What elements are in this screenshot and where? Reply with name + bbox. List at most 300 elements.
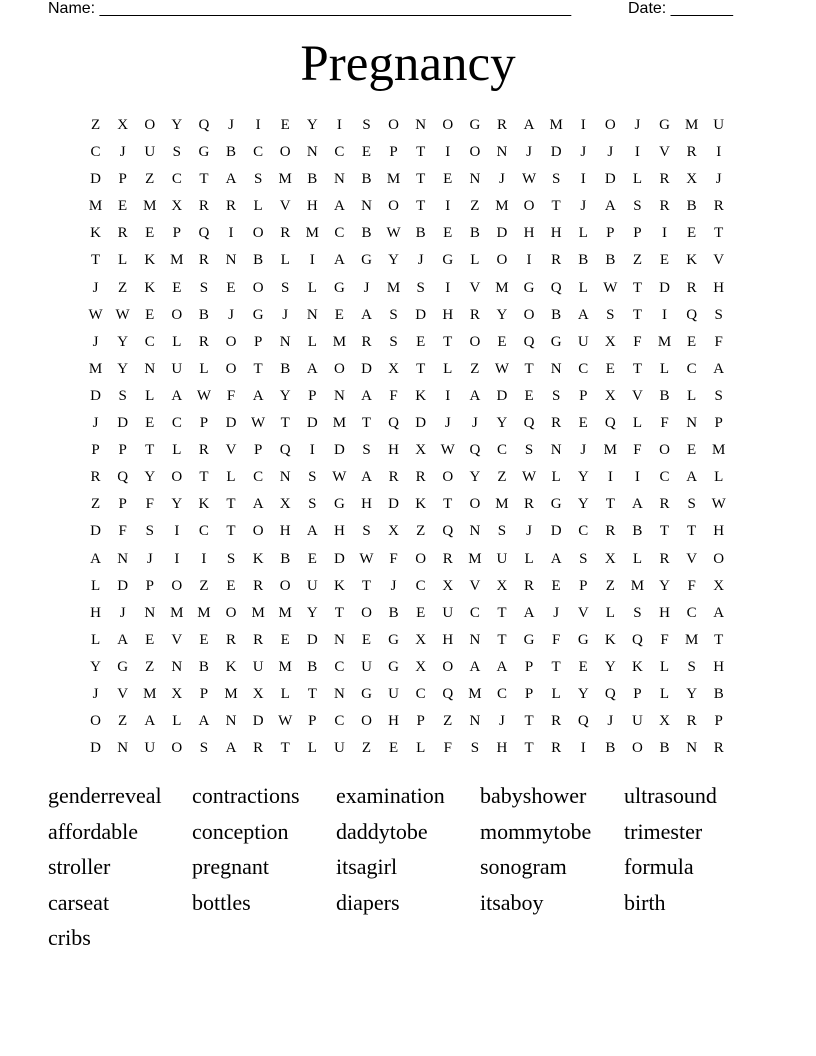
grid-letter[interactable]: W: [494, 360, 510, 377]
grid-letter[interactable]: E: [578, 658, 588, 675]
grid-letter[interactable]: S: [579, 550, 588, 567]
grid-letter[interactable]: A: [252, 387, 264, 404]
grid-letter[interactable]: E: [497, 333, 507, 350]
grid-letter[interactable]: B: [713, 685, 724, 702]
grid-letter[interactable]: A: [90, 550, 101, 567]
grid-letter[interactable]: G: [550, 496, 562, 513]
grid-letter[interactable]: L: [578, 225, 588, 242]
grid-letter[interactable]: G: [361, 685, 372, 702]
grid-letter[interactable]: X: [388, 523, 399, 540]
grid-letter[interactable]: R: [551, 740, 562, 757]
grid-letter[interactable]: J: [92, 415, 99, 432]
grid-letter[interactable]: R: [659, 550, 670, 567]
grid-letter[interactable]: K: [686, 252, 698, 269]
grid-letter[interactable]: S: [281, 279, 290, 296]
grid-letter[interactable]: R: [551, 252, 562, 269]
grid-letter[interactable]: X: [604, 387, 616, 404]
grid-letter[interactable]: I: [309, 442, 315, 459]
grid-letter[interactable]: I: [228, 225, 234, 242]
grid-letter[interactable]: F: [714, 333, 723, 350]
grid-letter[interactable]: D: [306, 415, 318, 432]
grid-letter[interactable]: R: [524, 496, 535, 513]
grid-letter[interactable]: I: [309, 252, 315, 269]
grid-letter[interactable]: N: [415, 117, 427, 133]
grid-letter[interactable]: B: [605, 252, 616, 269]
grid-letter[interactable]: N: [333, 631, 345, 648]
grid-letter[interactable]: J: [634, 117, 641, 133]
grid-letter[interactable]: Q: [442, 685, 454, 702]
grid-letter[interactable]: K: [225, 658, 237, 675]
grid-letter[interactable]: N: [225, 713, 237, 730]
grid-letter[interactable]: S: [416, 279, 425, 296]
grid-letter[interactable]: J: [499, 713, 505, 730]
grid-letter[interactable]: N: [469, 523, 481, 540]
grid-letter[interactable]: Q: [632, 631, 643, 648]
grid-letter[interactable]: X: [279, 496, 291, 513]
grid-letter[interactable]: W: [88, 306, 103, 323]
grid-letter[interactable]: W: [521, 171, 537, 188]
grid-letter[interactable]: C: [334, 225, 345, 242]
grid-letter[interactable]: W: [359, 550, 374, 567]
grid-letter[interactable]: N: [117, 740, 129, 757]
grid-letter[interactable]: T: [551, 658, 561, 675]
grid-letter[interactable]: H: [333, 523, 345, 540]
grid-letter[interactable]: B: [659, 387, 670, 404]
grid-letter[interactable]: G: [388, 631, 399, 648]
grid-letter[interactable]: L: [659, 685, 670, 702]
grid-letter[interactable]: M: [712, 442, 726, 459]
grid-letter[interactable]: L: [605, 604, 615, 621]
grid-letter[interactable]: H: [713, 523, 725, 540]
grid-letter[interactable]: S: [199, 279, 209, 296]
grid-letter[interactable]: E: [145, 631, 155, 648]
grid-letter[interactable]: M: [468, 550, 482, 567]
grid-letter[interactable]: A: [713, 604, 725, 621]
grid-letter[interactable]: A: [469, 387, 481, 404]
grid-letter[interactable]: R: [442, 550, 453, 567]
grid-letter[interactable]: Y: [117, 360, 129, 377]
grid-letter[interactable]: O: [442, 658, 454, 675]
grid-letter[interactable]: Q: [604, 415, 616, 432]
grid-letter[interactable]: I: [255, 117, 261, 133]
grid-letter[interactable]: M: [332, 415, 347, 432]
grid-letter[interactable]: E: [118, 198, 128, 215]
grid-letter[interactable]: P: [253, 333, 263, 350]
grid-letter[interactable]: T: [253, 360, 263, 377]
grid-letter[interactable]: Y: [496, 306, 508, 323]
grid-letter[interactable]: Z: [118, 713, 128, 730]
grid-letter[interactable]: B: [415, 225, 426, 242]
grid-letter[interactable]: D: [550, 144, 562, 161]
grid-letter[interactable]: X: [686, 171, 698, 188]
grid-letter[interactable]: S: [118, 387, 127, 404]
grid-letter[interactable]: D: [333, 442, 345, 459]
grid-letter[interactable]: N: [171, 658, 183, 675]
grid-letter[interactable]: T: [416, 198, 426, 215]
grid-letter[interactable]: T: [280, 740, 290, 757]
grid-letter[interactable]: O: [144, 117, 156, 133]
grid-letter[interactable]: M: [305, 225, 319, 242]
grid-letter[interactable]: K: [604, 631, 616, 648]
grid-letter[interactable]: E: [524, 387, 534, 404]
grid-letter[interactable]: N: [333, 685, 345, 702]
grid-letter[interactable]: R: [198, 333, 209, 350]
grid-letter[interactable]: S: [497, 523, 507, 540]
grid-letter[interactable]: O: [171, 740, 183, 757]
grid-letter[interactable]: L: [172, 713, 182, 730]
grid-letter[interactable]: F: [389, 387, 398, 404]
grid-letter[interactable]: M: [251, 604, 265, 621]
grid-letter[interactable]: I: [336, 117, 342, 133]
grid-letter[interactable]: T: [226, 496, 236, 513]
grid-letter[interactable]: I: [445, 144, 451, 161]
grid-letter[interactable]: L: [253, 198, 263, 215]
grid-letter[interactable]: P: [145, 577, 154, 594]
grid-letter[interactable]: X: [604, 550, 616, 567]
grid-letter[interactable]: L: [280, 685, 290, 702]
grid-letter[interactable]: N: [117, 550, 129, 567]
grid-letter[interactable]: G: [388, 658, 399, 675]
grid-letter[interactable]: U: [632, 713, 643, 730]
grid-letter[interactable]: S: [606, 306, 615, 323]
grid-letter[interactable]: M: [684, 117, 699, 133]
grid-letter[interactable]: B: [361, 171, 372, 188]
grid-letter[interactable]: O: [252, 225, 264, 242]
grid-letter[interactable]: P: [633, 685, 642, 702]
grid-letter[interactable]: I: [174, 523, 180, 540]
grid-letter[interactable]: G: [523, 631, 535, 648]
grid-letter[interactable]: T: [497, 631, 507, 648]
grid-letter[interactable]: T: [632, 306, 642, 323]
grid-letter[interactable]: T: [361, 577, 372, 594]
grid-letter[interactable]: K: [415, 496, 427, 513]
grid-letter[interactable]: Z: [416, 523, 426, 540]
grid-letter[interactable]: Y: [686, 685, 698, 702]
grid-letter[interactable]: S: [308, 469, 317, 486]
grid-letter[interactable]: Y: [117, 333, 129, 350]
grid-letter[interactable]: Y: [577, 685, 589, 702]
grid-letter[interactable]: T: [524, 740, 534, 757]
grid-letter[interactable]: J: [580, 442, 587, 459]
grid-letter[interactable]: M: [684, 631, 699, 648]
grid-letter[interactable]: Y: [171, 117, 183, 133]
grid-letter[interactable]: N: [225, 252, 237, 269]
grid-letter[interactable]: R: [117, 225, 128, 242]
grid-letter[interactable]: C: [496, 685, 507, 702]
grid-letter[interactable]: B: [198, 306, 209, 323]
grid-letter[interactable]: K: [632, 658, 643, 675]
grid-letter[interactable]: E: [145, 225, 155, 242]
grid-letter[interactable]: O: [632, 740, 643, 757]
grid-letter[interactable]: B: [280, 550, 291, 567]
grid-letter[interactable]: T: [524, 360, 534, 377]
grid-letter[interactable]: D: [361, 360, 372, 377]
grid-letter[interactable]: Q: [388, 415, 399, 432]
grid-letter[interactable]: T: [524, 713, 534, 730]
grid-letter[interactable]: X: [713, 577, 725, 594]
grid-letter[interactable]: R: [713, 740, 724, 757]
grid-letter[interactable]: F: [389, 550, 398, 567]
grid-letter[interactable]: I: [634, 469, 640, 486]
grid-letter[interactable]: Q: [577, 713, 589, 730]
grid-letter[interactable]: V: [577, 604, 589, 621]
grid-letter[interactable]: F: [443, 740, 452, 757]
grid-letter[interactable]: M: [495, 279, 509, 296]
grid-letter[interactable]: B: [659, 740, 670, 757]
grid-letter[interactable]: A: [713, 360, 725, 377]
grid-letter[interactable]: K: [333, 577, 345, 594]
grid-letter[interactable]: V: [469, 577, 481, 594]
grid-letter[interactable]: R: [686, 279, 697, 296]
grid-letter[interactable]: X: [496, 577, 508, 594]
grid-letter[interactable]: R: [686, 713, 697, 730]
grid-letter[interactable]: C: [334, 713, 345, 730]
grid-letter[interactable]: S: [551, 171, 561, 188]
grid-letter[interactable]: P: [579, 387, 588, 404]
grid-letter[interactable]: U: [306, 577, 318, 594]
grid-letter[interactable]: A: [632, 496, 643, 513]
grid-letter[interactable]: R: [659, 171, 670, 188]
grid-letter[interactable]: H: [90, 604, 101, 621]
grid-letter[interactable]: O: [361, 604, 372, 621]
grid-letter[interactable]: O: [279, 577, 291, 594]
grid-letter[interactable]: D: [90, 740, 101, 757]
grid-letter[interactable]: L: [416, 740, 426, 757]
grid-letter[interactable]: Y: [171, 496, 183, 513]
grid-letter[interactable]: A: [361, 469, 372, 486]
grid-letter[interactable]: L: [632, 550, 642, 567]
grid-letter[interactable]: T: [659, 523, 670, 540]
grid-letter[interactable]: R: [686, 144, 697, 161]
grid-letter[interactable]: U: [144, 740, 156, 757]
grid-letter[interactable]: V: [686, 550, 698, 567]
grid-letter[interactable]: X: [171, 685, 183, 702]
grid-letter[interactable]: W: [115, 306, 130, 323]
grid-letter[interactable]: K: [415, 387, 427, 404]
grid-letter[interactable]: M: [278, 604, 292, 621]
grid-letter[interactable]: R: [496, 117, 507, 133]
grid-letter[interactable]: X: [659, 713, 670, 730]
grid-letter[interactable]: S: [470, 740, 480, 757]
grid-letter[interactable]: U: [496, 550, 508, 567]
grid-letter[interactable]: D: [225, 415, 237, 432]
grid-letter[interactable]: H: [713, 658, 725, 675]
grid-letter[interactable]: M: [495, 198, 509, 215]
grid-letter[interactable]: A: [604, 198, 616, 215]
grid-letter[interactable]: Z: [605, 577, 615, 594]
grid-letter[interactable]: B: [307, 658, 318, 675]
grid-letter[interactable]: R: [469, 306, 480, 323]
grid-letter[interactable]: P: [524, 685, 534, 702]
grid-letter[interactable]: J: [92, 279, 99, 296]
grid-letter[interactable]: G: [442, 252, 454, 269]
grid-letter[interactable]: X: [415, 631, 427, 648]
grid-letter[interactable]: I: [445, 279, 451, 296]
grid-letter[interactable]: O: [442, 469, 454, 486]
grid-letter[interactable]: A: [361, 387, 372, 404]
grid-letter[interactable]: E: [388, 740, 399, 757]
grid-letter[interactable]: R: [280, 225, 291, 242]
grid-letter[interactable]: N: [550, 360, 562, 377]
grid-letter[interactable]: Q: [198, 117, 210, 133]
grid-letter[interactable]: Y: [496, 415, 508, 432]
grid-letter[interactable]: V: [279, 198, 291, 215]
grid-letter[interactable]: U: [144, 144, 156, 161]
grid-letter[interactable]: T: [145, 442, 155, 459]
grid-letter[interactable]: N: [144, 360, 156, 377]
grid-letter[interactable]: L: [307, 333, 317, 350]
grid-letter[interactable]: J: [119, 144, 126, 161]
grid-letter[interactable]: I: [580, 171, 586, 188]
grid-letter[interactable]: A: [469, 658, 481, 675]
grid-letter[interactable]: W: [332, 469, 347, 486]
grid-letter[interactable]: I: [445, 198, 451, 215]
grid-letter[interactable]: U: [361, 658, 372, 675]
grid-letter[interactable]: S: [362, 117, 371, 133]
grid-letter[interactable]: O: [496, 252, 508, 269]
grid-letter[interactable]: T: [714, 631, 724, 648]
grid-letter[interactable]: B: [280, 360, 291, 377]
grid-letter[interactable]: V: [171, 631, 183, 648]
grid-letter[interactable]: E: [145, 415, 155, 432]
grid-letter[interactable]: L: [551, 685, 561, 702]
grid-letter[interactable]: T: [497, 604, 507, 621]
grid-letter[interactable]: D: [90, 171, 101, 188]
grid-letter[interactable]: I: [634, 144, 640, 161]
grid-letter[interactable]: O: [90, 713, 101, 730]
grid-letter[interactable]: L: [145, 387, 155, 404]
grid-letter[interactable]: G: [361, 252, 372, 269]
grid-letter[interactable]: G: [333, 496, 345, 513]
grid-letter[interactable]: N: [144, 604, 156, 621]
grid-letter[interactable]: H: [279, 523, 291, 540]
grid-letter[interactable]: C: [198, 523, 209, 540]
grid-letter[interactable]: D: [415, 306, 427, 323]
grid-letter[interactable]: O: [279, 144, 291, 161]
grid-letter[interactable]: O: [469, 144, 481, 161]
grid-letter[interactable]: U: [442, 604, 454, 621]
grid-letter[interactable]: I: [716, 144, 722, 161]
grid-letter[interactable]: L: [659, 360, 670, 377]
grid-letter[interactable]: E: [416, 333, 426, 350]
grid-letter[interactable]: E: [361, 144, 372, 161]
grid-letter[interactable]: P: [253, 442, 263, 459]
grid-letter[interactable]: B: [605, 740, 616, 757]
grid-letter[interactable]: F: [687, 577, 696, 594]
grid-letter[interactable]: E: [280, 631, 290, 648]
grid-letter[interactable]: X: [171, 198, 183, 215]
grid-letter[interactable]: J: [282, 306, 289, 323]
grid-letter[interactable]: T: [632, 279, 642, 296]
grid-letter[interactable]: R: [551, 415, 562, 432]
grid-letter[interactable]: J: [471, 415, 478, 432]
grid-letter[interactable]: W: [196, 387, 211, 404]
grid-letter[interactable]: Y: [659, 577, 670, 594]
grid-letter[interactable]: E: [280, 117, 290, 133]
grid-letter[interactable]: E: [172, 279, 182, 296]
grid-letter[interactable]: T: [416, 171, 426, 188]
grid-letter[interactable]: Y: [577, 496, 589, 513]
grid-letter[interactable]: L: [578, 279, 588, 296]
grid-letter[interactable]: V: [117, 685, 129, 702]
grid-letter[interactable]: A: [117, 631, 129, 648]
grid-letter[interactable]: B: [361, 225, 372, 242]
grid-letter[interactable]: R: [90, 469, 101, 486]
grid-letter[interactable]: M: [603, 442, 617, 459]
grid-letter[interactable]: U: [333, 740, 345, 757]
grid-letter[interactable]: I: [201, 550, 207, 567]
grid-letter[interactable]: K: [90, 225, 101, 242]
grid-letter[interactable]: M: [170, 252, 184, 269]
grid-letter[interactable]: T: [443, 333, 453, 350]
grid-letter[interactable]: J: [580, 144, 587, 161]
grid-letter[interactable]: O: [171, 577, 183, 594]
grid-letter[interactable]: D: [333, 550, 345, 567]
grid-letter[interactable]: A: [225, 171, 237, 188]
grid-letter[interactable]: J: [715, 171, 722, 188]
grid-letter[interactable]: W: [521, 469, 537, 486]
grid-letter[interactable]: R: [524, 577, 535, 594]
grid-letter[interactable]: A: [550, 550, 562, 567]
grid-letter[interactable]: J: [444, 415, 451, 432]
grid-letter[interactable]: T: [714, 225, 724, 242]
grid-letter[interactable]: D: [659, 279, 670, 296]
grid-letter[interactable]: N: [686, 740, 698, 757]
grid-letter[interactable]: P: [118, 496, 127, 513]
grid-letter[interactable]: U: [577, 333, 589, 350]
grid-letter[interactable]: M: [143, 685, 157, 702]
grid-letter[interactable]: B: [632, 523, 643, 540]
grid-letter[interactable]: F: [660, 631, 669, 648]
grid-letter[interactable]: I: [607, 469, 613, 486]
grid-letter[interactable]: S: [308, 496, 317, 513]
grid-letter[interactable]: R: [253, 577, 264, 594]
grid-letter[interactable]: F: [660, 415, 669, 432]
grid-letter[interactable]: O: [225, 333, 237, 350]
grid-letter[interactable]: S: [389, 306, 398, 323]
grid-letter[interactable]: R: [415, 469, 426, 486]
grid-letter[interactable]: C: [253, 144, 264, 161]
grid-letter[interactable]: E: [443, 225, 453, 242]
grid-letter[interactable]: Z: [443, 713, 453, 730]
grid-letter[interactable]: L: [118, 252, 128, 269]
grid-letter[interactable]: F: [118, 523, 127, 540]
grid-letter[interactable]: T: [280, 415, 290, 432]
grid-letter[interactable]: Y: [388, 252, 399, 269]
grid-letter[interactable]: T: [687, 523, 697, 540]
grid-letter[interactable]: Q: [117, 469, 129, 486]
grid-letter[interactable]: Z: [361, 740, 372, 757]
grid-letter[interactable]: D: [496, 225, 508, 242]
grid-letter[interactable]: S: [687, 496, 696, 513]
grid-letter[interactable]: D: [90, 523, 101, 540]
grid-letter[interactable]: B: [551, 306, 562, 323]
grid-letter[interactable]: Z: [118, 279, 128, 296]
grid-letter[interactable]: N: [496, 144, 508, 161]
grid-letter[interactable]: H: [659, 604, 670, 621]
grid-letter[interactable]: S: [633, 198, 642, 215]
grid-letter[interactable]: M: [332, 333, 347, 350]
grid-letter[interactable]: J: [417, 252, 424, 269]
grid-letter[interactable]: S: [199, 740, 209, 757]
grid-letter[interactable]: I: [662, 225, 668, 242]
grid-letter[interactable]: J: [499, 171, 505, 188]
grid-letter[interactable]: D: [415, 415, 427, 432]
grid-letter[interactable]: C: [659, 469, 670, 486]
grid-letter[interactable]: S: [524, 442, 534, 459]
grid-letter[interactable]: A: [333, 198, 345, 215]
grid-letter[interactable]: T: [226, 523, 236, 540]
